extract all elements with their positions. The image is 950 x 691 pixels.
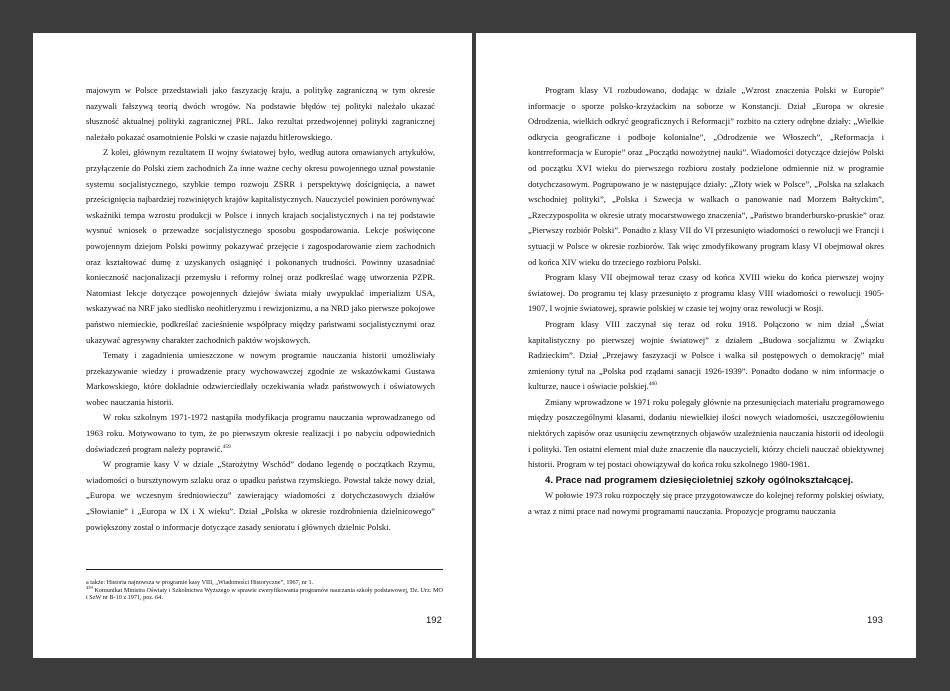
footnote-divider xyxy=(86,569,443,570)
footnotes xyxy=(86,579,443,602)
footnote-text: Komunikat Ministra Oświaty i Szkolnictwa Wyższego w sprawie zweryfikowania programów nauczania szkoły podstawowej, Dz. Urz. MO i SzW nr B-10 z 1971, poz. 64. xyxy=(86,586,443,602)
section-heading: 4. Prace nad programem dziesięcioletniej szkoły ogólnokształcącej. xyxy=(545,474,854,486)
left-page xyxy=(33,33,472,658)
page-number: 193 xyxy=(867,615,883,626)
paragraph-text: W roku szkolnym 1971-1972 nastąpiła modyfikacja programu nauczania wprowadzanego od 1963 roku. Motywowano to tym, że po pierwszym okresie realizacji i po nabyciu odpowiednich doświadczeń program należy poprawić. xyxy=(86,412,435,454)
paragraph: Zmiany wprowadzone w 1971 roku polegały głównie na przesunięciach materiału programowego między poszczególnymi klasami, dodaniu niewielkiej ilości nowych wiadomości, uszczegółowieniu niektórych zapisów oraz usunięciu zewnętrznych objawów uzależnienia nauczania historii od ideologii i polityki. Ten ostatni element miał duże znaczenie dla nauczycieli, którzy chcieli nauczać obiektywnej historii. Program w tej postaci obowiązywał do końca roku szkolnego 1980-1981. xyxy=(528,396,884,470)
paragraph-with-footnote xyxy=(528,317,884,395)
paragraph: W programie kasy V w dziale „Starożytny Wschód” dodano legendę o początkach Rzymu, wiadomości o bursztynowym szlaku oraz o upadku państwa rzymskiego. Powstał także nowy dział, „Europa we wczesnym średniowieczu” zawierający wiadomości z dotychczasowych działów „Słowianie” i „Europa w IX i X wieku”. Dział „Polska w okresie rozdrobnienia dzielnicowego” powiększony został o informacje dotyczące zasady senioratu i głównych dzielnic Polski. xyxy=(86,459,435,532)
paragraph: Program klasy VII obejmował teraz czasy od końca XVIII wieku do końca pierwszej wojny światowej. Do programu tej klasy przesunięto z programu klasy VIII wiadomości o rewolucji 1905-1907, I wojnie światowej, sprawie polskiej w czasie tej wojny oraz rewolucji w Rosji. xyxy=(528,272,884,314)
paragraph-with-footnote xyxy=(86,410,435,457)
paragraph: Tematy i zagadnienia umieszczone w nowym programie nauczania historii umożliwiały przekazywanie wiedzy i prowadzenie pracy wychowawczej zgodnie ze wskazówkami Gustawa Markowskiego, które dokładnie odzwierciedlały oczekiwania władz państwowych i oświatowych wobec nauczania historii. xyxy=(86,350,435,407)
paragraph: Program klasy VI rozbudowano, dodając w dziale „Wzrost znaczenia Polski w Europie” informacje o sporze polsko-krzyżackim na soborze w Konstancji. Dział „Europa w okresie Odrodzenia, wielkich odkryć geograficznych i Reformacji” rozbito na cztery odrębne działy: „Wielkie odkrycia geograficzne i podboje kolonialne”, „Odrodzenie we Włoszech”, „Reformacja i kontrreformacja w Europie” oraz „Początki nowożytnej nauki”. Wiadomości dotyczące dziejów Polski od początku XVI wieku do pierwszego rozbioru zostały podzielone odmiennie niż w programie dotychczasowym. Pogrupowano je w następujące działy: „Złoty wiek w Polsce”, „Polska na szlakach wschodniej polityki”, „Polska i Szwecja w walkach o panowanie nad Morzem Bałtyckim”, „Rzeczypospolita w okresie utraty mocarstwowego znaczenia”, „Państwo branderbursko-pruskie” oraz „Pierwszy rozbiór Polski”. Ponadto z klasy VII do VI przesunięto wiadomości o rewolucji we Francji i sytuacji w Polsce w okresie rozbiorów. Tak więc zmodyfikowany program klasy VI obejmował okres od końca XIV wieku do trzeciego rozbioru Polski. xyxy=(528,85,884,267)
paragraph: W połowie 1973 roku rozpoczęły się prace przygotowawcze do kolejnej reformy polskiej oświaty, a wraz z nimi prace nad nowymi programami nauczania. Propozycje programu nauczania xyxy=(528,490,884,517)
footnote-number: 459 xyxy=(86,584,93,590)
paragraph-text: Program klasy VIII zaczynał się teraz od roku 1918. Połączono w nim dział „Świat kapitalistyczny po pierwszej wojnie światowej” z działem „Budowa socjalizmu w Związku Radzieckim”. Dział „Przejawy faszyzacji w Polsce i walka sił postępowych o demokrację” miał zmieniony tytuł na „Polska pod rządami sanacji 1926-1939”. Ponadto dodano w nim informacje o kulturze, nauce i oświacie polskiej. xyxy=(528,318,884,392)
footnote-reference[interactable]: 460 xyxy=(648,381,657,388)
paragraph: majowym w Polsce przedstawiali jako faszyzację kraju, a politykę zagraniczną w tym okresie nazywali fałszywą teorią dwóch wrogów. Na podstawie błędów tej polityki należało ukazać słuszność aktualnej polityki zagranicznej PRL. Jako rezultat przedwojennej polityki zagranicznej należało pokazać osamotnienie Polski w czasie najazdu hitlerowskiego. xyxy=(86,85,435,142)
page-number: 192 xyxy=(426,615,442,626)
left-page-body xyxy=(86,83,435,535)
footnote-459 xyxy=(86,584,443,602)
right-page-body xyxy=(528,83,884,520)
footnote-reference[interactable]: 459 xyxy=(222,443,231,450)
right-page xyxy=(476,33,916,658)
footnote-continued: a także: Historia najnowsza w programie kasy VIII, „Wiadomości Historyczne”, 1967, nr 1. xyxy=(86,579,314,586)
paragraph: Z kolei, głównym rezultatem II wojny światowej było, według autora omawianych artykułów, przyłączenie do Polski ziem zachodnich Za inne ważne cechy okresu powojennego uznał powstanie systemu socjalistycznego, szybkie tempo rozwoju ZSRR i perspektywę doścignięcia, a nawet prześcignięcia najbardziej rozwiniętych krajów kapitalistycznych. Nauczyciel powinien porównywać wskaźniki tempa wzrostu produkcji w Polsce i innych krajach socjalistycznych i na tej podstawie wysnuć wniosek o przewadze socjalistycznego sposobu gospodarowania. Lekcje poświęcone powojennym dziejom Polski powinny pokazywać przejęcie i zagospodarowanie ziem zachodnich oraz kształtować dumę z uzyskanych osiągnięć i pokonanych trudności. Powinny uzasadniać konieczność nacjonalizacji przemysłu i reformy rolnej oraz podkreślać wagę utworzenia PZPR. Natomiast lekcje dotyczące powojennych dziejów świata miały uwypuklać imperializm USA, wskazywać na NRF jako siedlisko neohitleryzmu i rewizjonizmu, a na NRD jako pierwsze pokojowe państwo niemieckie, podkreślać zacieśnienie współpracy między państwami socjalistycznymi oraz ukazywać agresywny charakter zachodnich paktów wojskowych. xyxy=(86,147,435,345)
